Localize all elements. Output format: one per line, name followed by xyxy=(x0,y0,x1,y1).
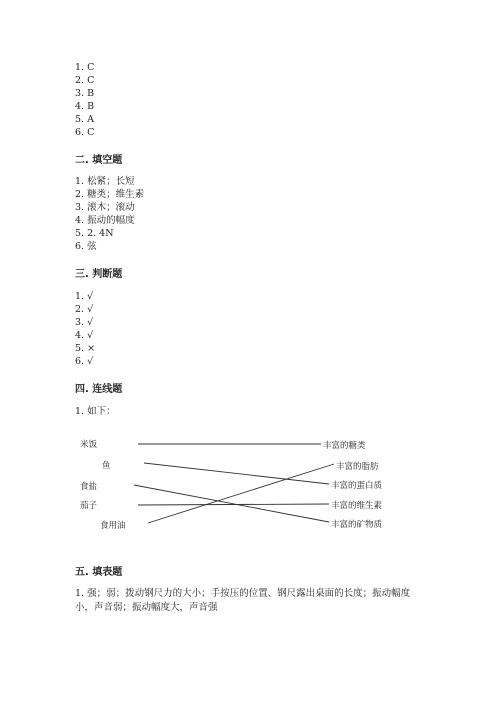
judgment-answer-6: 6. √ xyxy=(75,356,94,367)
section-heading-fill-in: 二. 填空题 xyxy=(75,155,123,166)
choice-answer-6: 6. C xyxy=(75,127,95,138)
right-item-minerals: 丰富的矿物质 xyxy=(331,520,383,530)
section-heading-table: 五. 填表题 xyxy=(75,567,123,578)
fill-answer-3: 3. 滚木；滚动 xyxy=(75,202,135,213)
left-item-rice: 米饭 xyxy=(80,440,98,450)
fill-answer-5: 5. 2. 4N xyxy=(75,228,114,239)
right-item-protein: 丰富的蛋白质 xyxy=(331,481,383,491)
fill-answer-2: 2. 糖类；维生素 xyxy=(75,189,145,200)
matching-line-4 xyxy=(138,504,329,505)
matching-line-2 xyxy=(144,463,329,484)
left-item-fish: 鱼 xyxy=(102,461,111,471)
left-item-salt: 食盐 xyxy=(80,482,98,492)
left-item-cooking-oil: 食用油 xyxy=(100,521,126,531)
judgment-answer-2: 2. √ xyxy=(75,304,94,315)
judgment-answer-5: 5. × xyxy=(75,343,96,354)
choice-answer-5: 5. A xyxy=(75,114,94,125)
matching-line-5 xyxy=(148,464,334,523)
judgment-answer-1: 1. √ xyxy=(75,291,94,302)
fill-answer-6: 6. 弦 xyxy=(75,241,97,252)
matching-intro: 1. 如下： xyxy=(75,406,116,417)
right-item-vitamins: 丰富的维生素 xyxy=(331,501,383,511)
choice-answer-3: 3. B xyxy=(75,88,95,99)
right-item-fat: 丰富的脂肪 xyxy=(336,462,379,472)
fill-answer-1: 1. 松紧；长短 xyxy=(75,176,135,187)
matching-line-3 xyxy=(134,485,329,522)
judgment-answer-3: 3. √ xyxy=(75,317,94,328)
table-answer-1: 1. 强；弱；拨动钢尺力的大小；手按压的位置、钢尺露出桌面的长度；振动幅度小，声音弱；振动幅度大，声音强 xyxy=(75,588,411,613)
right-item-sugars: 丰富的糖类 xyxy=(323,441,366,451)
choice-answer-2: 2. C xyxy=(75,75,95,86)
judgment-answer-4: 4. √ xyxy=(75,330,94,341)
choice-answer-1: 1. C xyxy=(75,62,95,73)
left-item-eggplant: 茄子 xyxy=(80,501,98,511)
choice-answer-4: 4. B xyxy=(75,101,95,112)
fill-answer-4: 4. 振动的幅度 xyxy=(75,215,135,226)
section-heading-judgment: 三. 判断题 xyxy=(75,269,123,280)
section-heading-matching: 四. 连线题 xyxy=(75,384,123,395)
